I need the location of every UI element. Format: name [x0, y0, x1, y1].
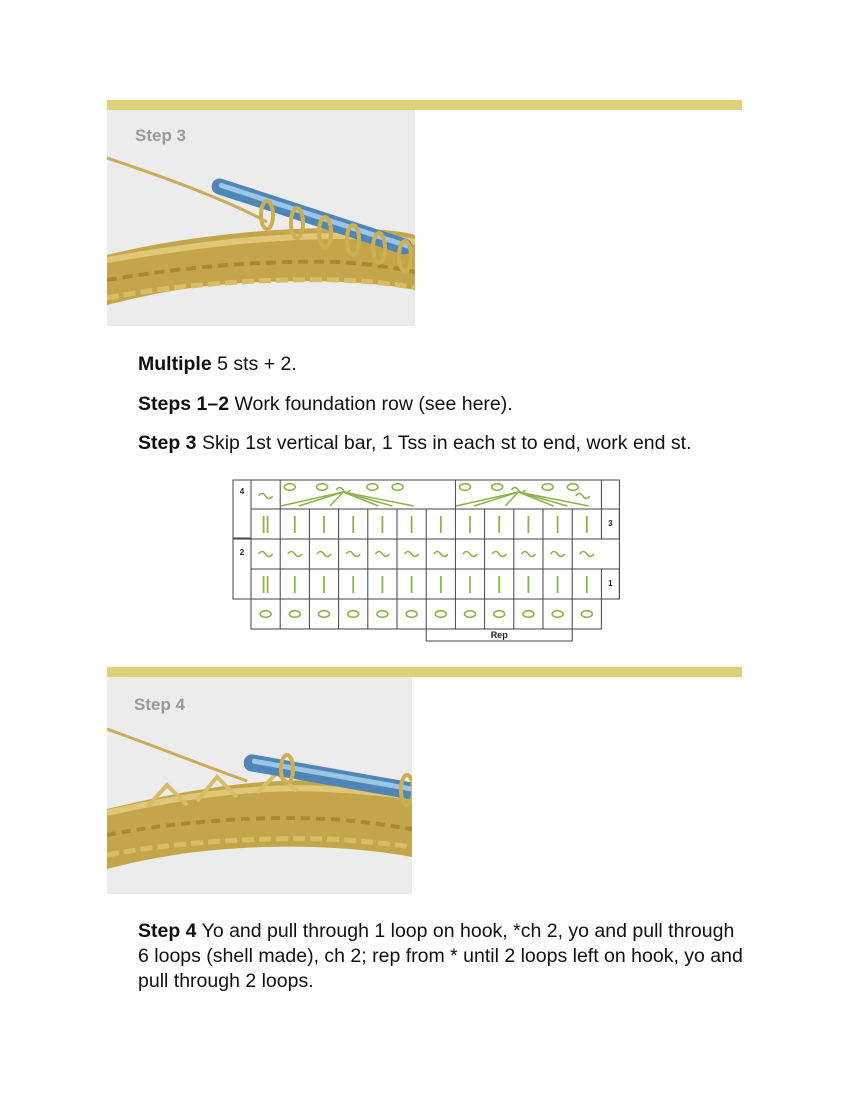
chain-symbol [542, 484, 553, 491]
steps12-label: Steps 1–2 [138, 393, 230, 415]
row-number: 3 [608, 519, 613, 528]
chain-symbol [523, 611, 534, 618]
chain-symbol [494, 611, 505, 618]
tilde-symbol [492, 552, 506, 557]
multiple-text [138, 352, 748, 377]
section-divider-bar [107, 100, 742, 110]
tilde-symbol [336, 488, 350, 493]
chain-symbol [319, 611, 330, 618]
tilde-symbol [434, 552, 448, 557]
tilde-symbol [288, 552, 302, 557]
chain-symbol [392, 484, 403, 491]
chain-symbol [465, 611, 476, 618]
chain-symbol [492, 484, 503, 491]
tilde-symbol [259, 552, 273, 557]
tilde-symbol [551, 552, 565, 557]
shell-line [343, 492, 413, 506]
shell-line [456, 492, 518, 506]
steps12-body: Work foundation row (see here). [229, 393, 513, 415]
chain-symbol [260, 611, 271, 618]
chain-symbol [567, 484, 578, 491]
crochet-photo-image [107, 110, 415, 326]
steps12-text [138, 392, 748, 417]
chain-symbol [581, 611, 592, 618]
row-number: 1 [608, 579, 613, 588]
multiple-value: 5 sts + 2. [211, 353, 297, 375]
rep-label: Rep [490, 630, 508, 640]
tilde-symbol [375, 552, 389, 557]
step3-text [138, 431, 748, 456]
step4-label: Step 4 [138, 920, 197, 942]
section-divider-bar [107, 667, 742, 677]
chain-symbol [460, 484, 471, 491]
tilde-symbol [346, 552, 360, 557]
tilde-symbol [317, 552, 331, 557]
step3-label: Step 3 [138, 432, 197, 454]
step4-body: Yo and pull through 1 loop on hook, *ch 2, yo and pull through 6 loops (shell made), ch 2; rep from * until 2 loops left on hook, yo and pull through 2 loops. [138, 920, 743, 992]
step3-body: Skip 1st vertical bar, 1 Tss in each st to end, work end st. [196, 432, 692, 454]
chain-symbol [289, 611, 300, 618]
chain-symbol [317, 484, 328, 491]
chain-symbol [435, 611, 446, 618]
step4-photo [107, 677, 412, 894]
row-number: 2 [239, 548, 245, 557]
chain-symbol [552, 611, 563, 618]
chain-symbol [284, 484, 295, 491]
shell-line [281, 492, 343, 506]
chain-symbol [348, 611, 359, 618]
tilde-symbol [580, 552, 594, 557]
chain-symbol [377, 611, 388, 618]
crochet-photo-image [107, 677, 412, 894]
step3-photo [107, 110, 415, 326]
tilde-symbol [405, 552, 419, 557]
multiple-label: Multiple [138, 353, 212, 375]
chain-symbol [367, 484, 378, 491]
tilde-symbol [521, 552, 535, 557]
step4-text [138, 919, 748, 994]
tilde-symbol [576, 494, 590, 499]
row-number: 4 [239, 487, 245, 496]
chain-symbol [406, 611, 417, 618]
tilde-symbol [259, 494, 273, 499]
tilde-symbol [511, 488, 525, 493]
stitch-chart [230, 478, 622, 644]
tilde-symbol [463, 552, 477, 557]
photo-label: Step 3 [135, 126, 187, 145]
photo-label: Step 4 [134, 695, 186, 714]
